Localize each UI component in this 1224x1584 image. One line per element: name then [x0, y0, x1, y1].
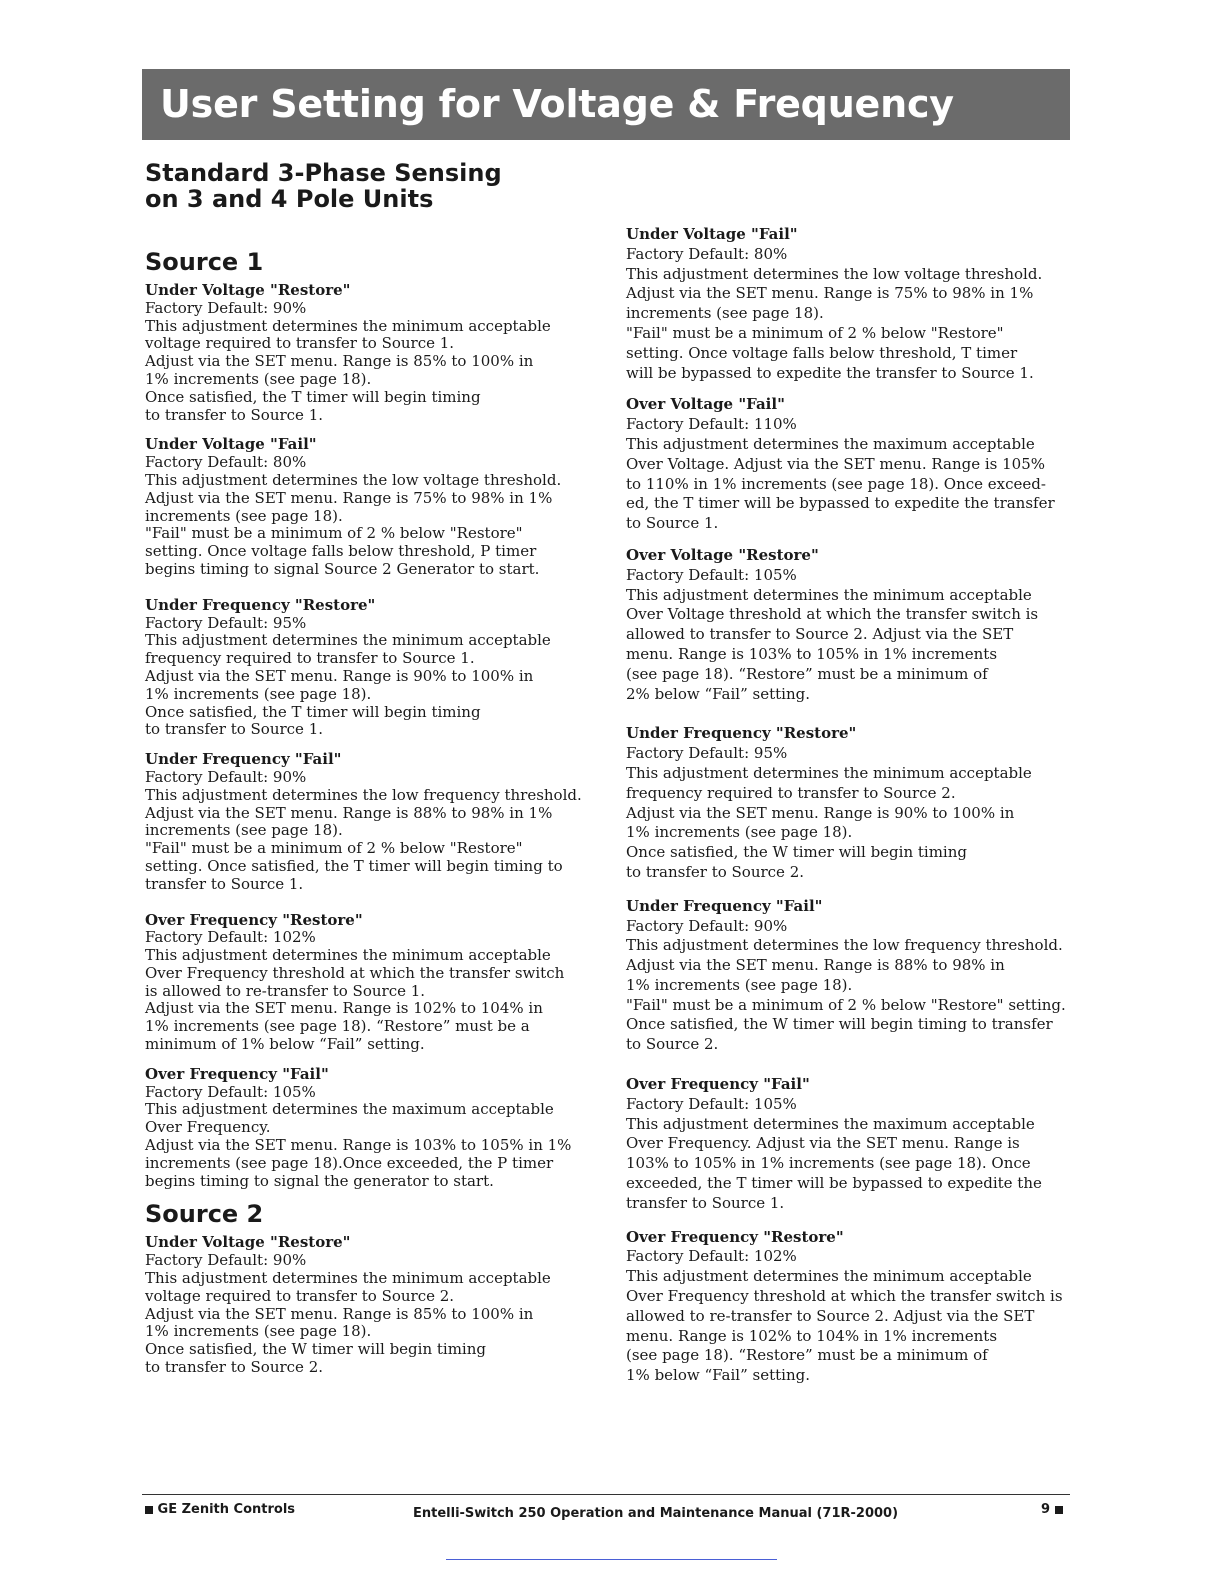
- right-column: [626, 225, 1074, 1386]
- setting-block: [145, 912, 593, 1054]
- setting-heading: Under Frequency "Restore": [626, 724, 857, 743]
- setting-text-line: begins timing to signal the generator to start.: [145, 1171, 494, 1190]
- footer-page-number: [1041, 1502, 1063, 1517]
- setting-text-line: Once satisfied, the W timer will begin timing: [626, 843, 967, 862]
- setting-heading: Under Voltage "Fail": [145, 435, 317, 454]
- setting-block: [626, 724, 1074, 882]
- setting-text-line: Factory Default: 105%: [626, 1094, 797, 1113]
- setting-text-line: Factory Default: 110%: [626, 415, 797, 434]
- footer-brand: [145, 1502, 295, 1517]
- setting-block: [145, 751, 593, 893]
- setting-text-line: Over Voltage threshold at which the transfer switch is: [626, 605, 1039, 624]
- setting-text-line: This adjustment determines the maximum acceptable: [626, 1114, 1035, 1133]
- setting-text-line: Factory Default: 90%: [145, 1251, 307, 1270]
- setting-text-line: Adjust via the SET menu. Range is 88% to 98% in: [626, 956, 1005, 975]
- setting-text-line: 103% to 105% in 1% increments (see page 18). Once: [626, 1154, 1031, 1173]
- setting-text-line: to transfer to Source 1.: [145, 405, 324, 424]
- setting-heading: Under Frequency "Fail": [626, 896, 823, 915]
- setting-text-line: setting. Once voltage falls below threshold, T timer: [626, 343, 1018, 362]
- setting-text-line: transfer to Source 1.: [145, 874, 304, 893]
- setting-block: [626, 897, 1074, 1055]
- setting-text-line: (see page 18). “Restore” must be a minimum of: [626, 1346, 988, 1365]
- setting-text-line: Once satisfied, the W timer will begin timing: [145, 1340, 486, 1359]
- footer-brand-text: GE Zenith Controls: [157, 1502, 296, 1517]
- setting-text-line: Over Voltage. Adjust via the SET menu. Range is 105%: [626, 454, 1046, 473]
- setting-text-line: Factory Default: 102%: [626, 1247, 797, 1266]
- setting-text-line: begins timing to signal Source 2 Generator to start.: [145, 559, 540, 578]
- setting-text-line: (see page 18). “Restore” must be a minimum of: [626, 664, 988, 683]
- setting-heading: Over Frequency "Fail": [145, 1064, 329, 1083]
- setting-text-line: This adjustment determines the low frequency threshold.: [145, 785, 582, 804]
- setting-text-line: This adjustment determines the minimum acceptable: [626, 1267, 1032, 1286]
- setting-text-line: This adjustment determines the low voltage threshold.: [626, 264, 1043, 283]
- source-1-blocks: [145, 282, 593, 1190]
- setting-text-line: Over Frequency threshold at which the transfer switch is: [626, 1287, 1063, 1306]
- setting-text-line: 1% increments (see page 18).: [145, 369, 372, 388]
- setting-text-line: 1% increments (see page 18).: [626, 975, 853, 994]
- setting-text-line: increments (see page 18).: [145, 821, 343, 840]
- setting-text-line: frequency required to transfer to Source 1.: [145, 649, 475, 668]
- setting-block: [145, 1234, 593, 1376]
- setting-text-line: setting. Once voltage falls below threshold, P timer: [145, 542, 537, 561]
- footer-manual-title: Entelli-Switch 250 Operation and Maintenance Manual (71R-2000): [413, 1506, 899, 1521]
- setting-heading: Over Frequency "Fail": [626, 1075, 810, 1094]
- setting-text-line: increments (see page 18).: [626, 304, 824, 323]
- setting-block: [626, 546, 1074, 704]
- setting-block: [626, 395, 1074, 534]
- setting-text-line: 1% below “Fail” setting.: [626, 1366, 810, 1385]
- subtitle: [145, 160, 593, 212]
- setting-text-line: menu. Range is 102% to 104% in 1% increments: [626, 1326, 998, 1345]
- setting-text-line: to Source 2.: [626, 1035, 719, 1054]
- setting-text-line: Factory Default: 95%: [145, 613, 307, 632]
- setting-heading: Over Voltage "Restore": [626, 545, 819, 564]
- setting-text-line: Over Frequency. Adjust via the SET menu. Range is: [626, 1134, 1020, 1153]
- setting-text-line: This adjustment determines the minimum acceptable: [626, 585, 1032, 604]
- setting-text-line: Once satisfied, the W timer will begin timing to transfer: [626, 1015, 1053, 1034]
- subtitle-line: Standard 3-Phase Sensing: [145, 159, 502, 187]
- setting-text-line: allowed to re-transfer to Source 2. Adjust via the SET: [626, 1306, 1035, 1325]
- setting-text-line: Factory Default: 105%: [145, 1082, 316, 1101]
- title-bar: [142, 69, 1070, 140]
- setting-text-line: increments (see page 18).: [145, 506, 343, 525]
- source-2-blocks: [145, 1234, 593, 1376]
- setting-text-line: to transfer to Source 2.: [145, 1358, 324, 1377]
- setting-text-line: 1% increments (see page 18). “Restore” must be a: [145, 1017, 530, 1036]
- setting-block: [145, 282, 593, 424]
- setting-text-line: Adjust via the SET menu. Range is 102% to 104% in: [145, 999, 543, 1018]
- setting-text-line: Once satisfied, the T timer will begin timing: [145, 702, 481, 721]
- subtitle-line: on 3 and 4 Pole Units: [145, 185, 434, 213]
- page-number: 9: [1041, 1502, 1051, 1517]
- setting-heading: Under Frequency "Restore": [145, 595, 376, 614]
- setting-text-line: transfer to Source 1.: [626, 1193, 785, 1212]
- setting-text-line: Factory Default: 90%: [145, 767, 307, 786]
- setting-text-line: This adjustment determines the minimum acceptable: [145, 1269, 551, 1288]
- source-2-heading: Source 2: [145, 1200, 264, 1229]
- page-title: User Setting for Voltage & Frequency: [160, 82, 954, 126]
- setting-text-line: Adjust via the SET menu. Range is 85% to 100% in: [145, 352, 534, 371]
- setting-text-line: Adjust via the SET menu. Range is 90% to 100% in: [145, 666, 534, 685]
- setting-heading: Under Voltage "Fail": [626, 225, 798, 243]
- setting-block: [145, 436, 593, 578]
- setting-heading: Over Voltage "Fail": [626, 395, 785, 414]
- setting-text-line: to Source 1.: [626, 514, 719, 533]
- setting-block: [626, 225, 1074, 383]
- left-column: [145, 160, 593, 1377]
- setting-heading: Under Voltage "Restore": [145, 1233, 351, 1252]
- setting-text-line: is allowed to re-transfer to Source 1.: [145, 981, 426, 1000]
- setting-block: [145, 597, 593, 739]
- setting-text-line: frequency required to transfer to Source 2.: [626, 783, 956, 802]
- setting-text-line: Once satisfied, the T timer will begin timing: [145, 387, 481, 406]
- setting-heading: Under Frequency "Fail": [145, 750, 342, 769]
- setting-text-line: This adjustment determines the minimum acceptable: [145, 946, 551, 965]
- setting-text-line: This adjustment determines the minimum acceptable: [626, 763, 1032, 782]
- bottom-link-underline: [446, 1559, 777, 1560]
- setting-text-line: Factory Default: 90%: [145, 298, 307, 317]
- setting-text-line: to transfer to Source 1.: [145, 720, 324, 739]
- source-1-heading: Source 1: [145, 248, 264, 276]
- setting-text-line: Over Frequency.: [145, 1118, 271, 1137]
- footer-rule: [142, 1494, 1070, 1495]
- setting-text-line: This adjustment determines the maximum acceptable: [626, 434, 1035, 453]
- setting-text-line: This adjustment determines the low frequency threshold.: [626, 936, 1063, 955]
- setting-text-line: This adjustment determines the maximum acceptable: [145, 1100, 554, 1119]
- setting-text-line: 1% increments (see page 18).: [145, 684, 372, 703]
- setting-text-line: Factory Default: 80%: [145, 453, 307, 472]
- setting-text-line: 1% increments (see page 18).: [626, 823, 853, 842]
- setting-text-line: Adjust via the SET menu. Range is 75% to 98% in 1%: [626, 284, 1034, 303]
- setting-text-line: Factory Default: 90%: [626, 916, 788, 935]
- setting-text-line: "Fail" must be a minimum of 2 % below "Restore": [626, 323, 1004, 342]
- setting-text-line: ed, the T timer will be bypassed to expedite the transfer: [626, 494, 1055, 513]
- setting-text-line: Over Frequency threshold at which the transfer switch: [145, 963, 565, 982]
- setting-text-line: Adjust via the SET menu. Range is 88% to 98% in 1%: [145, 803, 553, 822]
- setting-text-line: Adjust via the SET menu. Range is 75% to 98% in 1%: [145, 488, 553, 507]
- setting-text-line: "Fail" must be a minimum of 2 % below "Restore": [145, 839, 523, 858]
- setting-text-line: exceeded, the T timer will be bypassed to expedite the: [626, 1174, 1042, 1193]
- setting-text-line: to transfer to Source 2.: [626, 862, 805, 881]
- setting-block: [626, 1075, 1074, 1214]
- setting-text-line: "Fail" must be a minimum of 2 % below "Restore": [145, 524, 523, 543]
- setting-text-line: Adjust via the SET menu. Range is 85% to 100% in: [145, 1304, 534, 1323]
- setting-text-line: setting. Once satisfied, the T timer will begin timing to: [145, 856, 563, 875]
- setting-text-line: voltage required to transfer to Source 1.: [145, 334, 455, 353]
- setting-heading: Over Frequency "Restore": [626, 1227, 844, 1246]
- setting-text-line: will be bypassed to expedite the transfer to Source 1.: [626, 363, 1034, 382]
- setting-text-line: to 110% in 1% increments (see page 18). Once exceed-: [626, 474, 1046, 493]
- setting-text-line: Adjust via the SET menu. Range is 103% to 105% in 1%: [145, 1136, 572, 1155]
- setting-text-line: 2% below “Fail” setting.: [626, 684, 810, 703]
- setting-heading: Under Voltage "Restore": [145, 281, 351, 299]
- setting-text-line: Factory Default: 102%: [145, 928, 316, 947]
- setting-text-line: Factory Default: 95%: [626, 744, 788, 763]
- setting-text-line: Factory Default: 80%: [626, 244, 788, 263]
- setting-text-line: This adjustment determines the minimum acceptable: [145, 631, 551, 650]
- square-bullet-icon: [1055, 1506, 1063, 1514]
- setting-block: [145, 1066, 593, 1191]
- setting-text-line: allowed to transfer to Source 2. Adjust via the SET: [626, 625, 1014, 644]
- setting-text-line: "Fail" must be a minimum of 2 % below "Restore" setting.: [626, 995, 1066, 1014]
- setting-text-line: Factory Default: 105%: [626, 565, 797, 584]
- setting-text-line: 1% increments (see page 18).: [145, 1322, 372, 1341]
- setting-text-line: voltage required to transfer to Source 2.: [145, 1286, 455, 1305]
- setting-text-line: This adjustment determines the low voltage threshold.: [145, 470, 562, 489]
- setting-block: [626, 1228, 1074, 1386]
- square-bullet-icon: [145, 1506, 153, 1514]
- setting-text-line: menu. Range is 103% to 105% in 1% increments: [626, 644, 998, 663]
- setting-text-line: increments (see page 18).Once exceeded, the P timer: [145, 1153, 554, 1172]
- setting-text-line: This adjustment determines the minimum acceptable: [145, 316, 551, 335]
- setting-text-line: Adjust via the SET menu. Range is 90% to 100% in: [626, 803, 1015, 822]
- setting-heading: Over Frequency "Restore": [145, 910, 363, 929]
- setting-text-line: minimum of 1% below “Fail” setting.: [145, 1035, 425, 1054]
